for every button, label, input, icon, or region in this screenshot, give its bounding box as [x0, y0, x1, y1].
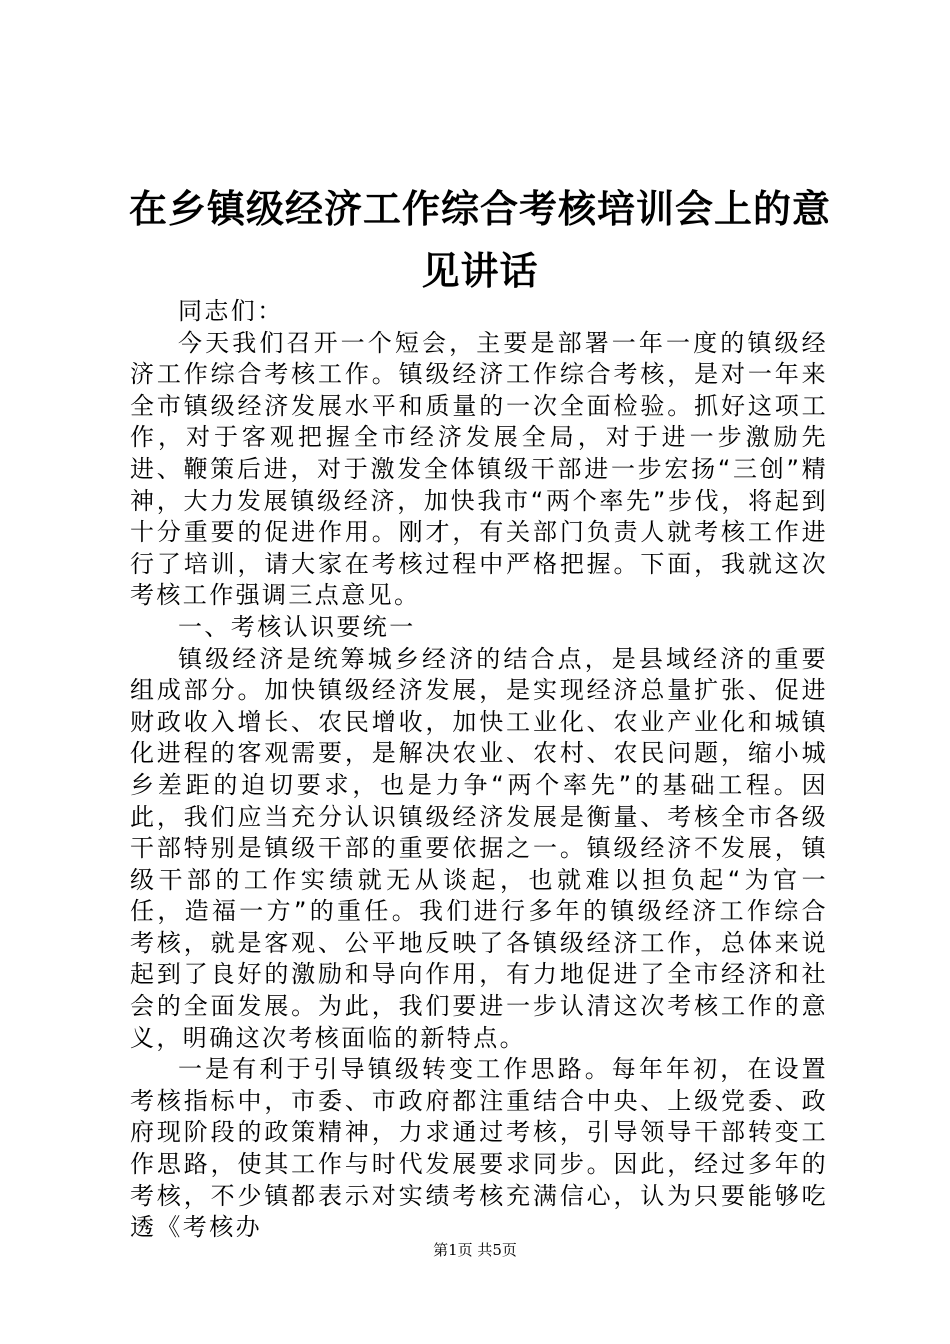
body-paragraph: 镇级经济是统筹城乡经济的结合点，是县域经济的重要组成部分。加快镇级经济发展，是实现经济总量扩张、促进财政收入增长、农民增收，加快工业化、农业产业化和城镇化进程的客观需要，是解决农业、农村、农民问题，缩小城乡差距的迫切要求，也是力争“两个率先”的基础工程。因此，我们应当充分认识镇级经济发展是衡量、考核全市各级干部特别是镇级干部的重要依据之一。镇级经济不发展，镇级干部的工作实绩就无从谈起，也就难以担负起“为官一任，造福一方”的重任。我们进行多年的镇级经济工作综合考核，就是客观、公平地反映了各镇级经济工作，总体来说起到了良好的激励和导向作用，有力地促进了全市经济和社会的全面发展。为此，我们要进一步认清这次考核工作的意义，明确这次考核面临的新特点。 [130, 644, 828, 1052]
page-footer: 第1页 共5页 [433, 1241, 517, 1259]
document-body [130, 296, 828, 1244]
section-heading: 一、考核认识要统一 [178, 612, 416, 641]
greeting-paragraph: 同志们： [178, 297, 284, 325]
body-paragraph: 一是有利于引导镇级转变工作思路。每年年初，在设置考核指标中，市委、市政府都注重结合中央、上级党委、政府现阶段的政策精神，力求通过考核，引导领导干部转变工作思路，使其工作与时代发展要求同步。因此，经过多年的考核，不少镇都表示对实绩考核充满信心，认为只要能够吃透《考核办 [130, 1055, 828, 1242]
body-paragraph: 今天我们召开一个短会，主要是部署一年一度的镇级经济工作综合考核工作。镇级经济工作综合考核，是对一年来全市镇级经济发展水平和质量的一次全面检验。抓好这项工作，对于客观把握全市经济发展全局，对于进一步激励先进、鞭策后进，对于激发全体镇级干部进一步宏扬“三创”精神，大力发展镇级经济，加快我市“两个率先”步伐，将起到十分重要的促进作用。刚才，有关部门负责人就考核工作进行了培训，请大家在考核过程中严格把握。下面，我就这次考核工作强调三点意见。 [130, 328, 828, 610]
document-title: 在乡镇级经济工作综合考核培训会上的意见讲话 [128, 186, 831, 293]
